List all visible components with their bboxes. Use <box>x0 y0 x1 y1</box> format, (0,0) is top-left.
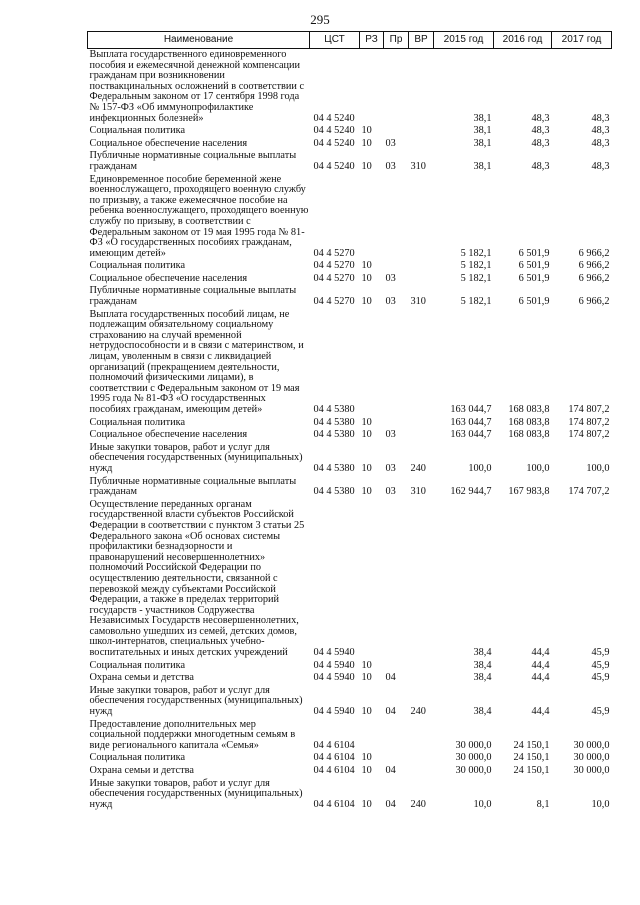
row-2016: 48,3 <box>531 160 550 172</box>
row-2015: 163 044,7 <box>450 404 492 415</box>
table-row <box>88 150 612 173</box>
row-2017: 6 966,2 <box>578 296 610 308</box>
row-cst: 04 4 5380 <box>313 416 355 428</box>
row-cst: 04 4 6104 <box>313 798 355 810</box>
header-name: Наименование <box>88 32 310 49</box>
row-vr <box>409 672 434 685</box>
table-row <box>88 778 612 814</box>
row-2017: 30 000,0 <box>573 739 610 751</box>
row-name: Выплата государственных пособий лицам, не подлежащим обязательному социальному страхованию на случай временной нетрудоспособности и в связи с материнством, и лицам, уволенным в связи с ликвидацией организаций (прекращением деятельности, полномочий физическими лицами), в соответствии с Федеральным законом от 19 мая 1995 года № 81-ФЗ «О государственных пособиях гражданам, имеющим детей» <box>89 308 304 415</box>
row-pr: 03 <box>385 462 396 474</box>
row-2017: 6 966,2 <box>578 272 610 284</box>
row-rz <box>360 174 384 261</box>
row-vr: 310 <box>410 296 426 308</box>
row-2016: 48,3 <box>531 137 550 149</box>
row-2016: 6 501,9 <box>518 296 550 308</box>
header-pr: Пр <box>384 32 409 49</box>
row-vr <box>409 260 434 273</box>
row-rz: 10 <box>361 752 372 764</box>
row-2016: 48,3 <box>531 125 550 137</box>
header-cst: ЦСТ <box>310 32 360 49</box>
table-row <box>88 685 612 719</box>
row-rz: 10 <box>361 137 372 149</box>
row-rz: 10 <box>361 429 372 441</box>
row-pr: 03 <box>385 160 396 172</box>
row-2015: 38,1 <box>473 137 492 149</box>
row-pr: 03 <box>385 429 396 441</box>
row-vr <box>409 138 434 151</box>
row-2017: 48,3 <box>591 137 610 149</box>
table-row <box>88 719 612 753</box>
row-2015: 10,0 <box>473 798 492 810</box>
table-row <box>88 752 612 765</box>
row-name: Выплата государственного единовременного пособия и ежемесячной денежной компенсации гражданам при возникновении поствакцинальных осложнений в соответствии с Федеральным законом от 17 сентября 1998 года № 157-ФЗ «Об иммунопрофилактике инфекционных болезней» <box>89 49 305 124</box>
row-name: Социальная политика <box>89 260 186 272</box>
row-vr: 310 <box>410 486 426 498</box>
row-pr: 04 <box>385 765 396 776</box>
row-2015: 5 182,1 <box>460 272 492 284</box>
header-2017: 2017 год <box>552 32 612 49</box>
header-rz: РЗ <box>360 32 384 49</box>
row-name: Предоставление дополнительных мер социальной поддержки многодетным семьям в виде регионального капитала «Семья» <box>89 718 296 751</box>
row-2017: 48,3 <box>591 125 610 137</box>
row-2015: 30 000,0 <box>455 765 492 776</box>
row-rz: 10 <box>361 672 372 684</box>
table-row <box>88 672 612 685</box>
row-2015: 38,1 <box>473 160 492 172</box>
row-rz: 10 <box>361 160 372 172</box>
row-cst: 04 4 5380 <box>313 462 355 474</box>
row-cst: 04 4 5270 <box>313 296 355 308</box>
table-row <box>88 442 612 476</box>
row-name: Осуществление переданных органам государственной власти субъектов Российской Федерации в соответствии с пунктом 3 статьи 25 Федерального закона «Об основах системы профилактики безнадзорности и правонарушений несовершеннолетних» полномочий Российской Федерации по осуществлению деятельности, связанной с перевозкой между субъектами Российской Федерации, а также в пределах территорий государств - участников Содружества Независимых Государств несовершеннолетних, самовольно ушедших из семей, детских домов, школ-интернатов, специальных учебно-воспитательных и иных детских учреждений <box>89 498 305 659</box>
row-pr: 03 <box>385 296 396 308</box>
row-name: Социальное обеспечение населения <box>89 272 248 284</box>
row-pr <box>384 752 409 765</box>
row-name: Социальная политика <box>89 752 186 764</box>
row-rz: 10 <box>361 416 372 428</box>
row-pr: 03 <box>385 486 396 498</box>
header-row <box>88 32 612 49</box>
row-pr <box>384 417 409 430</box>
row-rz <box>360 719 384 753</box>
row-2016: 168 083,8 <box>508 404 550 415</box>
row-cst: 04 4 5380 <box>313 486 355 498</box>
row-name: Публичные нормативные социальные выплаты гражданам <box>89 150 297 172</box>
row-2017: 30 000,0 <box>573 752 610 764</box>
table-row <box>88 476 612 499</box>
row-vr <box>409 273 434 286</box>
table-row <box>88 260 612 273</box>
row-name: Охрана семьи и детства <box>89 672 194 684</box>
row-2017: 6 966,2 <box>578 247 610 259</box>
row-pr <box>384 49 409 126</box>
header-2016: 2016 год <box>494 32 552 49</box>
row-name: Социальная политика <box>89 416 186 428</box>
row-2015: 5 182,1 <box>460 296 492 308</box>
row-2017: 48,3 <box>591 112 610 124</box>
row-cst: 04 4 5940 <box>313 706 355 718</box>
row-2015: 38,4 <box>473 647 492 659</box>
header-2015: 2015 год <box>434 32 494 49</box>
row-vr <box>409 752 434 765</box>
row-pr: 04 <box>385 798 396 810</box>
row-vr: 240 <box>410 706 426 718</box>
row-2015: 100,0 <box>468 462 492 474</box>
row-2016: 48,3 <box>531 112 550 124</box>
row-2015: 5 182,1 <box>460 247 492 259</box>
row-name: Социальная политика <box>89 659 186 671</box>
table-row <box>88 273 612 286</box>
row-pr <box>384 260 409 273</box>
row-2016: 8,1 <box>536 798 550 810</box>
row-2015: 5 182,1 <box>460 260 492 272</box>
row-2017: 174 707,2 <box>568 486 610 498</box>
table-row <box>88 125 612 138</box>
table-row <box>88 49 612 126</box>
row-vr <box>409 125 434 138</box>
row-2016: 44,4 <box>531 647 550 659</box>
row-2017: 45,9 <box>591 672 610 684</box>
row-name: Иные закупки товаров, работ и услуг для обеспечения государственных (муниципальных) нужд <box>89 777 303 810</box>
row-2017: 48,3 <box>591 160 610 172</box>
row-name: Иные закупки товаров, работ и услуг для обеспечения государственных (муниципальных) нужд <box>89 684 303 718</box>
row-rz: 10 <box>361 272 372 284</box>
row-pr: 03 <box>385 272 396 284</box>
page-number: 295 <box>310 12 330 27</box>
row-cst: 04 4 6104 <box>313 765 355 776</box>
row-2017: 45,9 <box>591 659 610 671</box>
row-cst: 04 4 5240 <box>313 137 355 149</box>
row-2016: 168 083,8 <box>508 429 550 441</box>
row-cst: 04 4 5240 <box>313 112 355 124</box>
table-row <box>88 285 612 308</box>
row-2015: 162 944,7 <box>450 486 492 498</box>
row-name: Публичные нормативные социальные выплаты гражданам <box>89 285 297 308</box>
row-vr <box>409 49 434 126</box>
row-pr <box>384 660 409 673</box>
row-pr <box>384 309 409 417</box>
row-cst: 04 4 5940 <box>313 647 355 659</box>
table-body <box>88 49 612 814</box>
row-2017: 6 966,2 <box>578 260 610 272</box>
row-2017: 100,0 <box>586 462 610 474</box>
table-row <box>88 765 612 778</box>
row-2015: 38,1 <box>473 125 492 137</box>
row-pr: 03 <box>385 137 396 149</box>
row-vr <box>409 174 434 261</box>
row-vr <box>409 417 434 430</box>
row-pr: 04 <box>385 672 396 684</box>
row-pr <box>384 499 409 660</box>
row-rz <box>360 499 384 660</box>
row-vr: 240 <box>410 798 426 810</box>
row-2017: 10,0 <box>591 798 610 810</box>
row-2016: 24 150,1 <box>513 739 550 751</box>
row-cst: 04 4 5380 <box>313 404 355 415</box>
row-2016: 167 983,8 <box>508 486 550 498</box>
row-cst: 04 4 5240 <box>313 125 355 137</box>
row-rz: 10 <box>361 125 372 137</box>
row-rz: 10 <box>361 706 372 718</box>
row-2015: 38,4 <box>473 706 492 718</box>
table-row <box>88 174 612 261</box>
row-cst: 04 4 5380 <box>313 429 355 441</box>
table-row <box>88 417 612 430</box>
row-2016: 44,4 <box>531 706 550 718</box>
row-name: Иные закупки товаров, работ и услуг для обеспечения государственных (муниципальных) нужд <box>89 441 303 474</box>
table-row <box>88 429 612 442</box>
row-pr: 04 <box>385 706 396 718</box>
row-cst: 04 4 5270 <box>313 247 355 259</box>
row-rz: 10 <box>361 462 372 474</box>
row-2016: 24 150,1 <box>513 752 550 764</box>
row-name: Единовременное пособие беременной жене военнослужащего, проходящего военную службу по призыву, а также ежемесячное пособие на ребенка военнослужащего, проходящего военную службу по призыву, в соответствии с Федеральным законом от 19 мая 1995 года № 81-ФЗ «О государственных пособиях гражданам, имеющим детей» <box>89 173 309 259</box>
row-cst: 04 4 5940 <box>313 672 355 684</box>
row-2016: 6 501,9 <box>518 272 550 284</box>
row-rz: 10 <box>361 765 372 776</box>
row-2016: 6 501,9 <box>518 260 550 272</box>
row-vr <box>409 660 434 673</box>
row-cst: 04 4 5270 <box>313 272 355 284</box>
row-cst: 04 4 5940 <box>313 659 355 671</box>
row-rz: 10 <box>361 486 372 498</box>
row-2017: 45,9 <box>591 706 610 718</box>
row-cst: 04 4 5270 <box>313 260 355 272</box>
row-rz: 10 <box>361 798 372 810</box>
row-2016: 100,0 <box>526 462 550 474</box>
row-vr <box>409 499 434 660</box>
row-rz <box>360 309 384 417</box>
row-2015: 38,4 <box>473 672 492 684</box>
row-vr <box>409 429 434 442</box>
header-vr: ВР <box>409 32 434 49</box>
row-rz <box>360 49 384 126</box>
row-2015: 38,4 <box>473 659 492 671</box>
row-2016: 44,4 <box>531 659 550 671</box>
row-2016: 6 501,9 <box>518 247 550 259</box>
row-cst: 04 4 6104 <box>313 739 355 751</box>
row-rz: 10 <box>361 260 372 272</box>
table-row <box>88 309 612 417</box>
row-rz: 10 <box>361 659 372 671</box>
row-vr: 240 <box>410 462 426 474</box>
row-vr <box>409 719 434 753</box>
row-2015: 30 000,0 <box>455 739 492 751</box>
row-2017: 174 807,2 <box>568 404 610 415</box>
row-2016: 168 083,8 <box>508 416 550 428</box>
row-2016: 24 150,1 <box>513 765 550 776</box>
row-2017: 30 000,0 <box>573 765 610 776</box>
row-2016: 44,4 <box>531 672 550 684</box>
row-2015: 30 000,0 <box>455 752 492 764</box>
row-vr <box>409 765 434 778</box>
row-cst: 04 4 6104 <box>313 752 355 764</box>
row-name: Социальное обеспечение населения <box>89 429 248 441</box>
table-row <box>88 499 612 660</box>
row-2015: 38,1 <box>473 112 492 124</box>
row-2017: 174 807,2 <box>568 429 610 441</box>
row-2015: 163 044,7 <box>450 416 492 428</box>
row-2015: 163 044,7 <box>450 429 492 441</box>
row-name: Публичные нормативные социальные выплаты гражданам <box>89 475 297 498</box>
row-pr <box>384 719 409 753</box>
table-row <box>88 138 612 151</box>
row-vr <box>409 309 434 417</box>
row-vr: 310 <box>410 160 426 172</box>
row-pr <box>384 174 409 261</box>
budget-table <box>87 31 612 813</box>
row-2017: 45,9 <box>591 647 610 659</box>
row-pr <box>384 125 409 138</box>
table-row <box>88 660 612 673</box>
row-rz: 10 <box>361 296 372 308</box>
row-cst: 04 4 5240 <box>313 160 355 172</box>
row-name: Социальное обеспечение населения <box>89 137 248 149</box>
row-2017: 174 807,2 <box>568 416 610 428</box>
row-name: Охрана семьи и детства <box>89 765 194 776</box>
row-name: Социальная политика <box>89 125 186 137</box>
